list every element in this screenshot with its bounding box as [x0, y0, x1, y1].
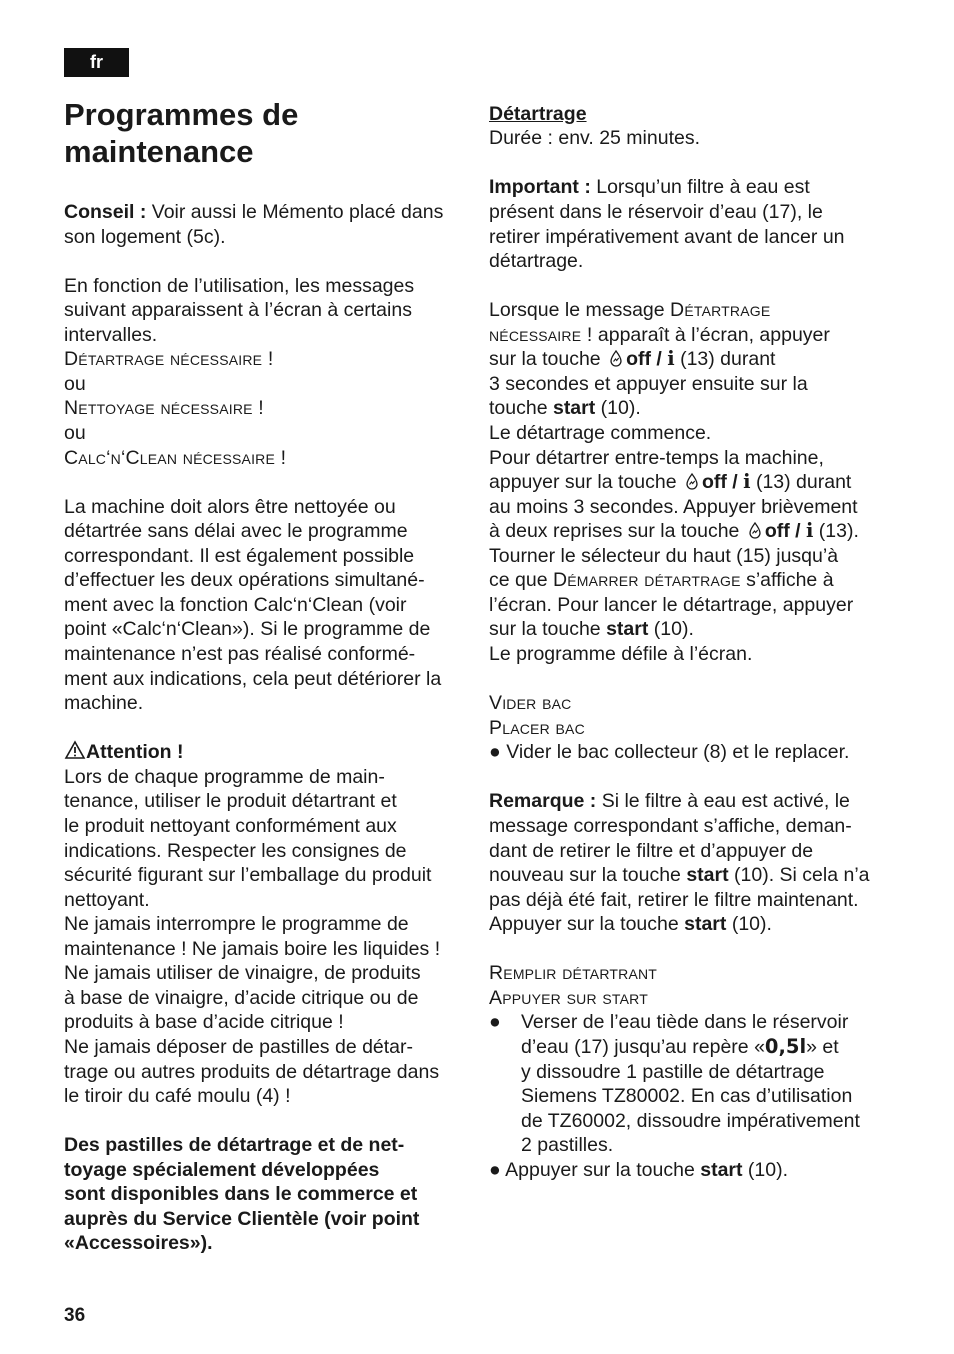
text-line: son logement (5c). — [64, 226, 226, 248]
text-line: nouveau sur la touche start (10). Si cela n’a — [489, 864, 870, 886]
text-line: y dissoudre 1 pastille de détartrage — [521, 1061, 825, 1083]
page-number: 36 — [64, 1305, 86, 1326]
text-line: Siemens TZ80002. En cas d’utilisation — [521, 1085, 853, 1107]
text-line: le tiroir du café moulu (4) ! — [64, 1085, 291, 1107]
text-line: pas déjà été fait, retirer le filtre maintenant. — [489, 889, 859, 911]
warning-icon — [64, 740, 86, 760]
descale-symbol-icon — [745, 520, 765, 540]
text-line: touche start (10). — [489, 397, 641, 419]
text-line: message correspondant s’affiche, deman- — [489, 815, 852, 837]
text-line: La machine doit alors être nettoyée ou — [64, 496, 396, 518]
text-line: de TZ60002, dissoudre impérativement — [521, 1110, 860, 1132]
section-heading: Détartrage — [489, 103, 587, 125]
display-message: Placer bac — [489, 717, 585, 739]
text-line: 2 pastilles. — [521, 1134, 614, 1156]
text-line: ou — [64, 422, 86, 444]
attention-heading: Attention ! — [64, 740, 183, 765]
text-line: maintenance ! Ne jamais boire les liquides ! — [64, 938, 441, 960]
bold-line: «Accessoires»). — [64, 1232, 213, 1254]
text-line: détartrage. — [489, 250, 584, 272]
text-line: sur la touche off / i (13) durant — [489, 347, 776, 370]
text-line: Lorsque le message Détartrage — [489, 299, 771, 321]
display-message: Calc‘n‘Clean nécessaire ! — [64, 447, 287, 469]
text-line: maintenance n’est pas réalisé conformé- — [64, 643, 416, 665]
display-message: Appuyer sur start — [489, 987, 648, 1009]
remarque-line: Remarque : Si le filtre à eau est activé, le — [489, 790, 850, 812]
text-line: Le programme défile à l’écran. — [489, 643, 753, 665]
bold-line: sont disponibles dans le commerce et — [64, 1183, 418, 1205]
text-line: ce que Démarrer détartrage s’affiche à — [489, 569, 834, 591]
text-line: à base de vinaigre, d’acide citrique ou de — [64, 987, 419, 1009]
text-line: ment avec la fonction Calc‘n‘Clean (voir — [64, 594, 407, 616]
text-line: Ne jamais déposer de pastilles de détar- — [64, 1036, 414, 1058]
important-line: Important : Lorsqu’un filtre à eau est — [489, 176, 810, 198]
descale-symbol-icon — [606, 348, 626, 368]
text-line: produits à base d’acide citrique ! — [64, 1011, 344, 1033]
title-line: Programmes de — [64, 97, 299, 132]
text-line: machine. — [64, 692, 144, 714]
language-tag: fr — [64, 48, 129, 77]
display-message: Nettoyage nécessaire ! — [64, 397, 264, 419]
text-line: l’écran. Pour lancer le détartrage, appuyer — [489, 594, 854, 616]
text-line: le produit nettoyant conformément aux — [64, 815, 397, 837]
text-line: ou — [64, 373, 86, 395]
text-line: dant de retirer le filtre et d’appuyer de — [489, 840, 814, 862]
text-line: d’eau (17) jusqu’au repère «0,5l» et — [521, 1035, 839, 1058]
text-line: correspondant. Il est également possible — [64, 545, 415, 567]
text-line: sécurité figurant sur l’emballage du produit — [64, 864, 432, 886]
text-line: Tourner le sélecteur du haut (15) jusqu’à — [489, 545, 839, 567]
text-line: à deux reprises sur la touche off / i (13). — [489, 519, 859, 542]
title-line: maintenance — [64, 134, 254, 169]
text-line: d’effectuer les deux opérations simultané- — [64, 569, 425, 591]
text-line: point «Calc‘n‘Clean»). Si le programme de — [64, 618, 431, 640]
list-item: ● Vider le bac collecteur (8) et le replacer. — [489, 741, 850, 763]
display-message: Détartrage nécessaire ! — [64, 348, 274, 370]
text-line: Le détartrage commence. — [489, 422, 712, 444]
page-title — [64, 96, 469, 170]
bold-line: auprès du Service Clientèle (voir point — [64, 1208, 420, 1230]
descale-symbol-icon — [682, 471, 702, 491]
text-line: Durée : env. 25 minutes. — [489, 127, 700, 149]
bold-line: toyage spécialement développées — [64, 1159, 380, 1181]
text-line: indications. Respecter les consignes de — [64, 840, 407, 862]
text-line: Pour détartrer entre-temps la machine, — [489, 447, 824, 469]
display-message: Remplir détartrant — [489, 962, 658, 984]
text-line: Ne jamais utiliser de vinaigre, de produits — [64, 962, 421, 984]
list-item: ● Verser de l’eau tiède dans le réservoir — [489, 1011, 849, 1033]
text-line: Appuyer sur la touche start (10). — [489, 913, 772, 935]
display-message: Vider bac — [489, 692, 572, 714]
text-line: Ne jamais interrompre le programme de — [64, 913, 409, 935]
list-item: ● Appuyer sur la touche start (10). — [489, 1159, 789, 1181]
text-line: nécessaire ! apparaît à l’écran, appuyer — [489, 324, 830, 346]
text-line: sur la touche start (10). — [489, 618, 694, 640]
text-line: suivant apparaissent à l’écran à certains — [64, 299, 412, 321]
text-line: Lors de chaque programme de main- — [64, 766, 385, 788]
text-line: ment aux indications, cela peut détériorer la — [64, 668, 442, 690]
text-line: retirer impérativement avant de lancer un — [489, 226, 845, 248]
text-line: nettoyant. — [64, 889, 150, 911]
text-line: présent dans le réservoir d’eau (17), le — [489, 201, 823, 223]
text-line: 3 secondes et appuyer ensuite sur la — [489, 373, 808, 395]
text-line: trage ou autres produits de détartrage dans — [64, 1061, 440, 1083]
text-line: au moins 3 secondes. Appuyer brièvement — [489, 496, 858, 518]
text-line: En fonction de l’utilisation, les messages — [64, 275, 415, 297]
text-line: appuyer sur la touche off / i (13) durant — [489, 470, 852, 493]
text-line: intervalles. — [64, 324, 158, 346]
text-line: détartrée sans délai avec le programme — [64, 520, 408, 542]
bold-line: Des pastilles de détartrage et de net- — [64, 1134, 405, 1156]
text-line: tenance, utiliser le produit détartrant et — [64, 790, 397, 812]
conseil-line: Conseil : Voir aussi le Mémento placé dans — [64, 201, 444, 223]
